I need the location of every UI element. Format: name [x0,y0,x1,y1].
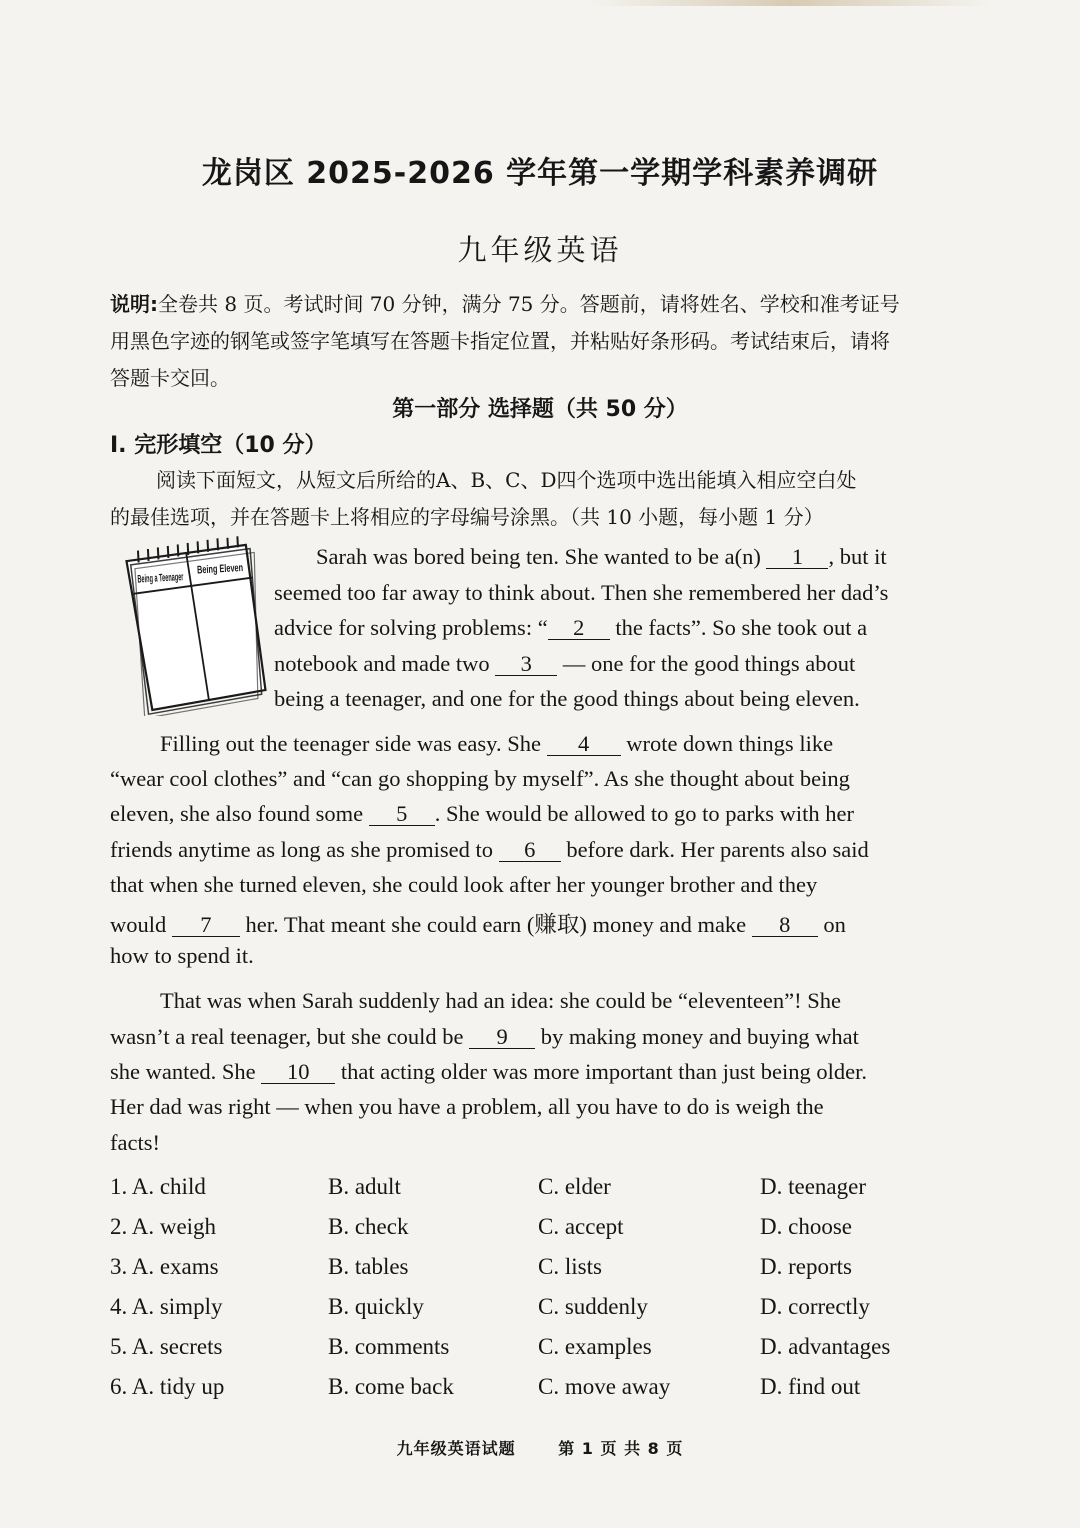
passage-line: facts! [110,1130,160,1155]
option-c: C. suddenly [538,1294,648,1319]
passage-text: notebook and made two [274,651,496,676]
passage-line: how to spend it. [110,943,254,968]
part-title: 第一部分 选择题（共 50 分） [392,397,688,422]
blank-3: 3 [495,653,557,676]
passage-text: the facts”. So she took out a [609,615,868,640]
passage-line [274,651,855,677]
option-d: D. find out [760,1374,861,1399]
passage-line [274,615,867,641]
blank-2: 2 [548,617,610,640]
option-a: 1. A. child [110,1174,206,1199]
option-b: B. adult [328,1174,401,1199]
passage-text: Sarah was bored being ten. She wanted to be a(n) [316,544,767,569]
option-d: D. advantages [760,1334,891,1359]
option-c: C. lists [538,1254,602,1279]
blank-9: 9 [469,1026,535,1049]
passage-text: by making money and buying what [535,1024,859,1049]
scan-edge [590,0,990,6]
passage-text: wrote down things like [620,731,834,756]
option-b: B. quickly [328,1294,424,1319]
option-b: B. comments [328,1334,450,1359]
passage-line [110,1024,859,1050]
passage-text: Filling out the teenager side was easy. She [160,731,547,756]
directions-line-2: 的最佳选项，并在答题卡上将相应的字母编号涂黑。（共 10 小题，每小题 1 分） [110,505,824,529]
option-a: 6. A. tidy up [110,1374,225,1399]
blank-7: 7 [172,914,240,937]
page-footer [0,1436,1080,1459]
instructions [110,286,950,397]
passage-line [110,801,854,827]
option-c: C. examples [538,1334,652,1359]
exam-title: 龙岗区 2025-2026 学年第一学期学科素养调研 [201,156,879,191]
notebook-right-heading: Being Eleven [196,560,267,577]
passage-text: on [817,912,846,937]
exam-subtitle: 九年级英语 [457,233,623,267]
option-d: D. choose [760,1214,852,1239]
passage-text: friends anytime as long as she promised to [110,837,499,862]
blank-5: 5 [369,803,435,826]
option-d: D. reports [760,1254,852,1279]
passage-line [110,1059,867,1085]
passage-text: her. That meant she could earn (赚取) money and make [239,912,752,937]
instructions-label: 说明: [110,292,158,316]
option-c: C. accept [538,1214,624,1239]
passage-text: wasn’t a real teenager, but she could be [110,1024,470,1049]
option-d: D. correctly [760,1294,870,1319]
passage-line [160,731,833,757]
passage-text: eleven, she also found some [110,801,369,826]
section-title: I. 完形填空（10 分） [110,433,327,458]
passage-line: being a teenager, and one for the good things about being eleven. [274,686,860,711]
passage-line: seemed too far away to think about. Then she remembered her dad’s [274,580,889,605]
instructions-line-2: 用黑色字迹的钢笔或签字笔填写在答题卡指定位置，并粘贴好条形码。考试结束后，请将 [110,329,890,353]
passage-line [110,907,846,939]
directions-line-1: 阅读下面短文，从短文后所给的A、B、C、D四个选项中选出能填入相应空白处 [156,468,857,492]
option-b: B. come back [328,1374,454,1399]
option-a: 3. A. exams [110,1254,219,1279]
passage-text: she wanted. She [110,1059,262,1084]
footer-exam-name: 九年级英语试题 [396,1439,516,1458]
option-a: 4. A. simply [110,1294,223,1319]
passage-text: before dark. Her parents also said [560,837,869,862]
passage-line: Her dad was right — when you have a problem, all you have to do is weigh the [110,1094,824,1119]
option-c: C. elder [538,1174,611,1199]
option-a: 5. A. secrets [110,1334,223,1359]
passage-text: would [110,912,172,937]
section-directions [110,462,950,536]
option-a: 2. A. weigh [110,1214,217,1239]
passage-text: . She would be allowed to go to parks with her [434,801,854,826]
passage-text: — one for the good things about [557,651,856,676]
passage-line: “wear cool clothes” and “can go shopping by myself”. As she thought about being [110,766,850,791]
option-d: D. teenager [760,1174,866,1199]
blank-4: 4 [547,733,621,756]
passage-line [110,837,869,863]
notebook-left-heading: Being a Teenager [137,568,229,586]
blank-6: 6 [499,839,561,862]
passage-line [316,544,887,570]
option-b: B. check [328,1214,409,1239]
instructions-line-1: 全卷共 8 页。考试时间 70 分钟，满分 75 分。答题前，请将姓名、学校和准考证号 [158,292,900,316]
passage-text: advice for solving problems: “ [274,615,548,640]
option-c: C. move away [538,1374,671,1399]
blank-1: 1 [766,546,828,569]
passage-line: that when she turned eleven, she could look after her younger brother and they [110,872,818,897]
option-b: B. tables [328,1254,409,1279]
footer-page-number: 第 1 页 共 8 页 [558,1439,684,1458]
passage-line: That was when Sarah suddenly had an idea: she could be “eleventeen”! She [160,988,841,1013]
passage-text: that acting older was more important than just being older. [335,1059,867,1084]
instructions-line-3: 答题卡交回。 [110,366,230,390]
notebook-illustration [108,536,268,716]
passage-text: , but it [828,544,887,569]
blank-10: 10 [261,1061,335,1084]
blank-8: 8 [752,914,818,937]
